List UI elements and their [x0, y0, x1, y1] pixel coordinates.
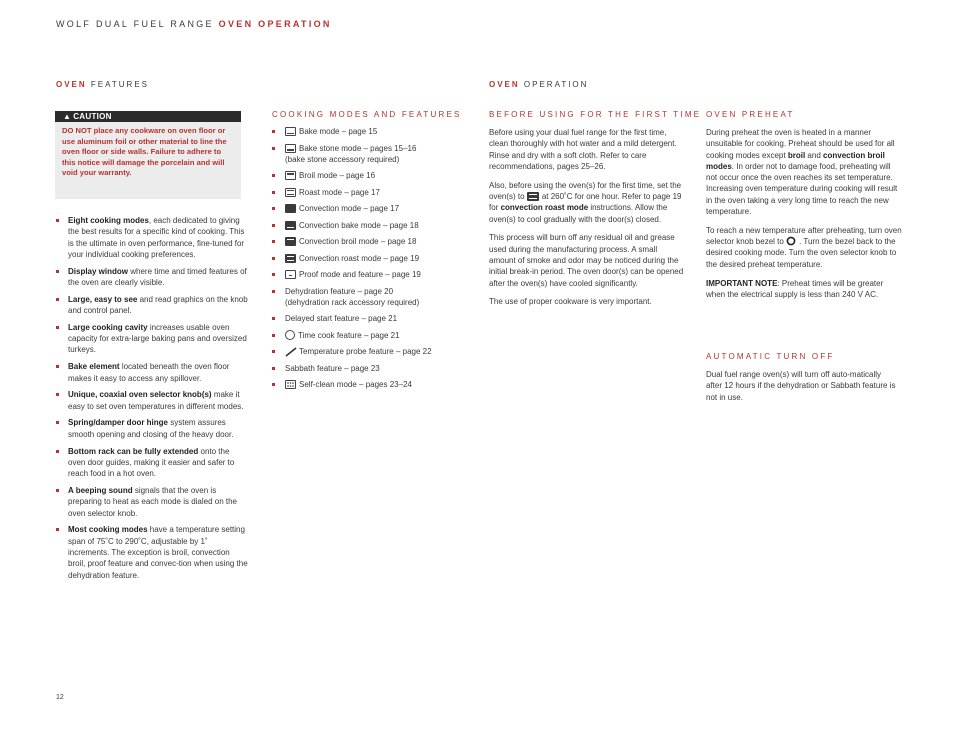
mode-text: Self-clean mode – pages 23–24: [299, 380, 412, 389]
list-item: [56, 524, 248, 580]
off-knob-icon: [786, 236, 796, 246]
proof-icon: [285, 270, 296, 279]
bullet-icon: [56, 219, 59, 222]
features-list-wrapper: [56, 215, 248, 581]
convection-bake-icon: [285, 221, 296, 230]
feature-text: where time and timed features of the oven are clearly visible.: [68, 266, 247, 287]
list-item: [56, 322, 248, 356]
oven-operation-title: [489, 80, 588, 89]
mode-text: Temperature probe feature – page 22: [299, 347, 432, 356]
feature-bold: Bottom rack can be fully extended: [68, 446, 199, 456]
bullet-icon: [272, 207, 275, 210]
bullet-icon: [56, 528, 59, 531]
bullet-icon: [272, 174, 275, 177]
bullet-icon: [272, 147, 275, 150]
important-note-label: IMPORTANT NOTE: [706, 278, 778, 288]
header-accent: OVEN OPERATION: [218, 19, 332, 29]
title-rest: FEATURES: [90, 80, 149, 89]
feature-text: increases usable oven capacity for extra-large baking pans and oversized turkeys.: [68, 322, 247, 355]
preheat-bold: broil: [787, 150, 806, 160]
first-time-p1: Before using your dual fuel range for the first time, clean thoroughly with hot water and a mild detergent. Rinse and dry with a soft cloth. Refer to care recommendations, pages 25–26.: [489, 128, 677, 171]
mode-item: [272, 346, 462, 357]
title-accent: OVEN: [56, 80, 87, 89]
p2-text-a: Also, before using the oven(s) for the first time, set the oven(s) to: [489, 180, 682, 201]
header-prefix: WOLF DUAL FUEL RANGE: [56, 19, 214, 29]
bullet-icon: [56, 489, 59, 492]
feature-text: have a temperature setting span of 75˚C to 290˚C, adjustable by 1˚ increments. The exception is broil, convection broil, proof feature and convec-tion when using the dehydration feature.: [68, 525, 248, 580]
bullet-icon: [272, 191, 275, 194]
features-list: [56, 215, 248, 581]
caution-text: DO NOT place any cookware on oven floor or use aluminum foil or other material to line the oven floor or side walls. Failure to adhere to this notice will damage the porcelain and will void your warranty.: [62, 126, 227, 177]
list-item: [56, 361, 248, 384]
bullet-icon: [272, 257, 275, 260]
first-time-p4: The use of proper cookware is very important.: [489, 297, 652, 307]
preheat-text: . Turn the bezel back to the desired cooking mode. Turn the oven selector knob to the desired preheat temperature.: [706, 237, 897, 269]
preheat-body: [706, 127, 902, 308]
mode-item: [272, 143, 462, 165]
preheat-p3: [706, 278, 902, 301]
list-item: [56, 485, 248, 519]
bullet-icon: [272, 317, 275, 320]
bullet-icon: [272, 383, 275, 386]
feature-bold: Large, easy to see: [68, 294, 138, 304]
convection-broil-icon: [285, 237, 296, 246]
bullet-icon: [56, 298, 59, 301]
preheat-text: . In order not to damage food, preheating will not occur once the oven reaches its set temperature. Increasing oven temperature during cooking will result in the oven taking a very long time to reach the new temperature.: [706, 161, 898, 217]
feature-text: system assures smooth opening and closing of the heavy door.: [68, 418, 234, 439]
probe-icon: [285, 347, 296, 356]
broil-icon: [285, 171, 296, 180]
feature-text: onto the oven door guides, making it easier and safer to reach food in a hot oven.: [68, 446, 235, 479]
running-header: [56, 19, 332, 29]
mode-text: Convection broil mode – page 18: [299, 237, 417, 246]
list-item: [56, 446, 248, 480]
feature-bold: Display window: [68, 266, 129, 276]
list-item: [56, 294, 248, 317]
feature-bold: A beeping sound: [68, 485, 133, 495]
mode-text: Dehydration feature – page 20: [285, 286, 394, 296]
mode-text: Convection bake mode – page 18: [299, 220, 419, 230]
bullet-icon: [56, 270, 59, 273]
mode-item: [272, 126, 462, 137]
mode-item: [272, 220, 462, 231]
bullet-icon: [56, 450, 59, 453]
bullet-icon: [272, 290, 275, 293]
mode-text: Roast mode – page 17: [299, 187, 380, 197]
bake-icon: [285, 127, 296, 136]
first-time-p3: This process will burn off any residual oil and grease used during the manufacturing process. A small amount of smoke and odor may be noticed during the initial break-in period. The oven door(s) can be opened after the oven(s) have cooled significantly.: [489, 233, 684, 288]
mode-subtext: (dehydration rack accessory required): [285, 297, 420, 307]
warning-triangle-icon: ▲: [63, 112, 72, 121]
first-time-body: [489, 127, 685, 315]
feature-bold: Bake element: [68, 362, 120, 372]
preheat-text: : Preheat times will be greater when the electrical supply is less than 240 V AC.: [706, 278, 884, 299]
list-item: [56, 266, 248, 289]
mode-item: [272, 236, 462, 247]
feature-text: and read graphics on the knob and control panel.: [68, 294, 248, 316]
mode-text: Delayed start feature – page 21: [285, 314, 398, 323]
preheat-p1: [706, 127, 902, 217]
mode-item: [272, 286, 462, 308]
list-item: [56, 389, 248, 412]
caution-bar: [55, 111, 241, 122]
mode-text: Time cook feature – page 21: [298, 330, 400, 340]
mode-item: [272, 269, 462, 280]
feature-bold: Most cooking modes: [68, 525, 148, 535]
preheat-bold: convection broil modes: [706, 150, 885, 171]
title-rest: OPERATION: [523, 80, 589, 89]
cooking-modes-title: COOKING MODES AND FEATURES: [272, 110, 462, 119]
convection-icon: [285, 204, 296, 213]
p2-text-b: at 260˚C for one hour. Refer to page 19 for: [489, 191, 682, 213]
convection-roast-icon: [527, 192, 539, 201]
auto-off-body: [706, 369, 898, 410]
bullet-icon: [272, 240, 275, 243]
bullet-icon: [56, 326, 59, 329]
caution-box: [55, 111, 241, 199]
mode-item: [272, 253, 462, 264]
bullet-icon: [272, 273, 275, 276]
bullet-icon: [272, 224, 275, 227]
mode-item: [272, 363, 462, 374]
p2-text-c: instructions. Allow the oven(s) to cool gradually with the door(s) closed.: [489, 203, 668, 224]
mode-text: Convection mode – page 17: [299, 204, 400, 213]
mode-item: [272, 313, 462, 324]
feature-text: signals that the oven is preparing to heat as each mode is dialed on the oven selector knob.: [68, 485, 238, 518]
page-number: 12: [56, 694, 64, 701]
mode-text: Proof mode and feature – page 19: [299, 270, 421, 279]
bullet-icon: [272, 334, 275, 337]
preheat-text: To reach a new temperature after preheating, turn oven selector knob bezel to: [706, 225, 902, 247]
mode-item: [272, 203, 462, 214]
preheat-text: During preheat the oven is heated in a manner unsuitable for cooking. Preheat should be used for all cooking modes except: [706, 128, 895, 160]
mode-text: Convection roast mode – page 19: [299, 253, 420, 263]
feature-bold: Large cooking cavity: [68, 322, 148, 332]
bullet-icon: [272, 130, 275, 133]
bullet-icon: [56, 365, 59, 368]
mode-item: [272, 379, 462, 390]
feature-text: , each dedicated to giving the best results for a specific kind of cooking. This is the ultimate in oven performance, fine-tuned for your individual cooking preferences.: [68, 216, 245, 259]
oven-features-title: [56, 80, 149, 89]
bullet-icon: [56, 421, 59, 424]
mode-item: [272, 187, 462, 198]
preheat-text: and: [807, 150, 821, 160]
mode-text: Bake stone mode – pages 15–16: [299, 143, 417, 153]
mode-text: Broil mode – page 16: [299, 171, 376, 180]
self-clean-icon: [285, 380, 296, 389]
first-time-title: BEFORE USING FOR THE FIRST TIME: [489, 110, 702, 119]
feature-bold: Eight cooking modes: [68, 216, 149, 225]
mode-text: Bake mode – page 15: [299, 127, 378, 136]
title-accent: OVEN: [489, 80, 520, 89]
cooking-modes-list: [272, 126, 462, 390]
timer-icon: [285, 330, 295, 340]
feature-bold: Spring/damper door hinge: [68, 418, 169, 428]
mode-item: [272, 170, 462, 181]
feature-text: located beneath the oven floor makes it easy to access any spillover.: [68, 362, 230, 383]
caution-label: CAUTION: [73, 112, 112, 121]
auto-off-title: AUTOMATIC TURN OFF: [706, 352, 835, 361]
feature-text: make it easy to set oven temperatures in different modes.: [68, 390, 244, 411]
list-item: [56, 215, 248, 260]
bullet-icon: [56, 393, 59, 396]
mode-text: Sabbath feature – page 23: [285, 363, 380, 373]
roast-icon: [285, 188, 296, 197]
convection-roast-icon: [285, 254, 296, 263]
auto-off-p1: Dual fuel range oven(s) will turn off auto-matically after 12 hours if the dehydration or Sabbath feature is not in use.: [706, 370, 896, 402]
preheat-p2: [706, 225, 902, 270]
bullet-icon: [272, 350, 275, 353]
mode-subtext: (bake stone accessory required): [285, 154, 400, 164]
preheat-title: OVEN PREHEAT: [706, 110, 795, 119]
list-item: [56, 417, 248, 440]
mode-item: [272, 330, 462, 341]
feature-bold: Unique, coaxial oven selector knob(s): [68, 390, 212, 400]
p2-bold: convection roast mode: [500, 203, 589, 213]
bullet-icon: [272, 367, 275, 370]
cooking-modes-list-wrapper: [272, 126, 462, 390]
bake-stone-icon: [285, 144, 296, 153]
first-time-p2: [489, 180, 685, 225]
